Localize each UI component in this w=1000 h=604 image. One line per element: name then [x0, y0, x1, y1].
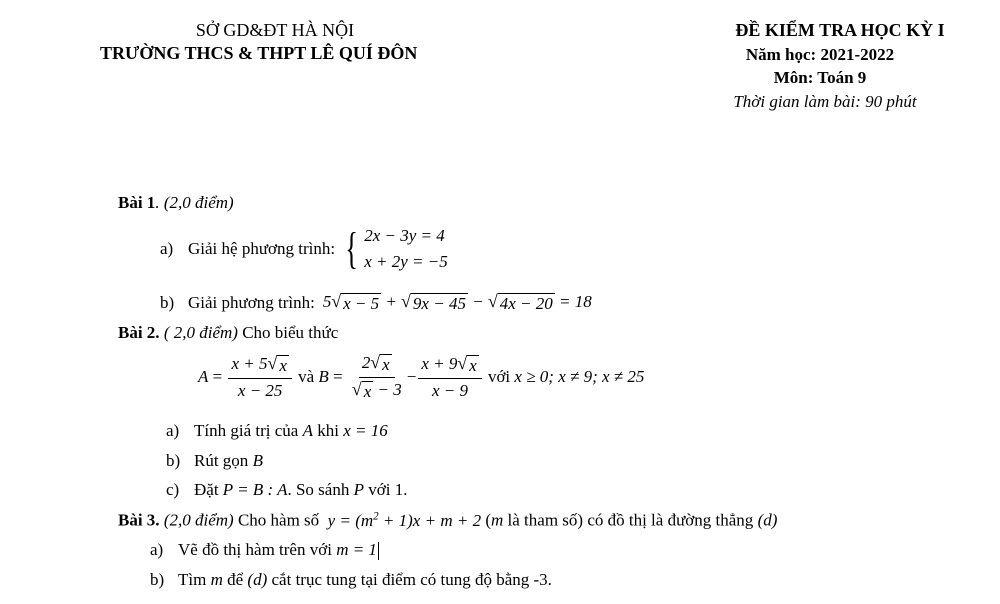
bai3-param-text: là tham số) có đồ thị là đường thẳng: [507, 510, 754, 530]
bai1-part-a: [160, 223, 448, 276]
bai3-b-text-3: cắt trục tung tại điểm có tung độ bằng -3.: [271, 570, 552, 589]
system-eq-2: x + 2y = −5: [364, 252, 448, 272]
bai2-c-expr: P = B : A: [222, 480, 288, 499]
conj-va: và: [298, 367, 315, 387]
bai1-part-b: [160, 292, 592, 314]
bai3-score: (2,0 điểm): [159, 510, 234, 530]
bai3-a-value: m = 1: [336, 540, 377, 559]
brace-icon: {: [345, 224, 359, 274]
bai3-part-b: b) Tìm m để (d) cắt trục tung tại điểm có tung độ bằng -3.: [150, 570, 552, 589]
bai2-a-value: x = 16: [343, 421, 388, 440]
bai2-b-label: b): [166, 451, 181, 470]
expr-b-fraction-1: 2 √ x √ x − 3: [351, 352, 402, 401]
cond-prefix: với: [487, 367, 511, 387]
bai3-title: Bài 3.: [118, 510, 160, 530]
expr-a-fraction: x + 5 √ x x − 25: [228, 354, 291, 400]
bai3-b-text-2: để: [227, 570, 244, 589]
system-eq-1: 2x − 3y = 4: [364, 226, 445, 245]
line-d: (d): [757, 510, 778, 530]
domain-condition: x ≥ 0; x ≠ 9; x ≠ 25: [514, 367, 645, 387]
bai2-a-text: Tính giá trị của: [194, 421, 299, 440]
school-year: Năm học: 2021-2022: [745, 45, 895, 64]
bai2-a-label: a): [166, 421, 180, 440]
bai2-c-text: Đặt: [194, 480, 219, 499]
bai2-a-when: khi: [317, 421, 339, 440]
department-name: SỞ GD&ĐT HÀ NỘI: [195, 20, 355, 40]
bai3-part-a: [150, 540, 379, 560]
bai3-b-label: b): [150, 570, 165, 589]
bai2-title: Bài 2.: [118, 323, 160, 342]
bai2-b-text: Rút gọn: [194, 451, 249, 470]
bai3-a-label: a): [150, 540, 164, 559]
bai2-part-b: b) Rút gọn B: [166, 451, 263, 470]
bai1-a-label: a): [160, 239, 174, 259]
subject: Môn: Toán 9: [773, 68, 867, 87]
radical-equation: 5 √ x − 5 + √ 9x − 45 − √ 4x − 20 = 18: [322, 291, 592, 313]
bai1-heading: [118, 193, 234, 213]
school-name: TRƯỜNG THCS & THPT LÊ QUÍ ĐÔN: [100, 43, 418, 63]
expr-b-fraction-2: x + 9 √ x x − 9: [418, 354, 481, 400]
bai2-part-c: c) Đặt P = B : A. So sánh P với 1.: [166, 480, 408, 499]
bai2-intro: Cho biểu thức: [237, 323, 339, 342]
bai2-part-a: a) Tính giá trị của A khi x = 16: [166, 421, 388, 440]
equation-system: [341, 223, 448, 276]
bai2-c-rest: . So sánh: [287, 480, 350, 499]
bai3-intro: Cho hàm số: [233, 510, 320, 530]
bai2-c-with: với 1.: [368, 480, 408, 499]
bai1-b-label: b): [160, 292, 175, 312]
bai3-heading: Bài 3. (2,0 điểm) Cho hàm số $y = (m^2 + 1)x + m + 2$ (m là tham số) có đồ thị là đường thẳng (d): [118, 510, 778, 530]
bai2-heading: [118, 323, 338, 343]
bai1-a-text: Giải hệ phương trình:: [188, 239, 336, 259]
bai3-b-text-1: Tìm: [178, 570, 207, 589]
exam-title: ĐỀ KIỂM TRA HỌC KỲ I: [735, 20, 945, 40]
bai2-expressions: A = x + 5 √ x x − 25 và B = 2 √ x √ x − 3 − x + 9 √ x x − 9 với x ≥ 0; x ≠ 9; x ≠ 25: [198, 352, 645, 401]
bai3-a-text: Vẽ đồ thị hàm trên với: [178, 540, 332, 559]
bai1-score: . (2,0 điểm): [155, 193, 234, 212]
bai2-c-label: c): [166, 480, 180, 499]
bai1-b-text: Giải phương trình:: [188, 292, 315, 312]
text-cursor: [378, 542, 379, 560]
bai1-title: Bài 1: [118, 193, 156, 212]
bai2-score: ( 2,0 điểm): [159, 323, 238, 342]
exam-duration: Thời gian làm bài: 90 phút: [733, 92, 917, 111]
linear-function: $y = (m^2 + 1)x + m + 2$: [323, 510, 482, 530]
